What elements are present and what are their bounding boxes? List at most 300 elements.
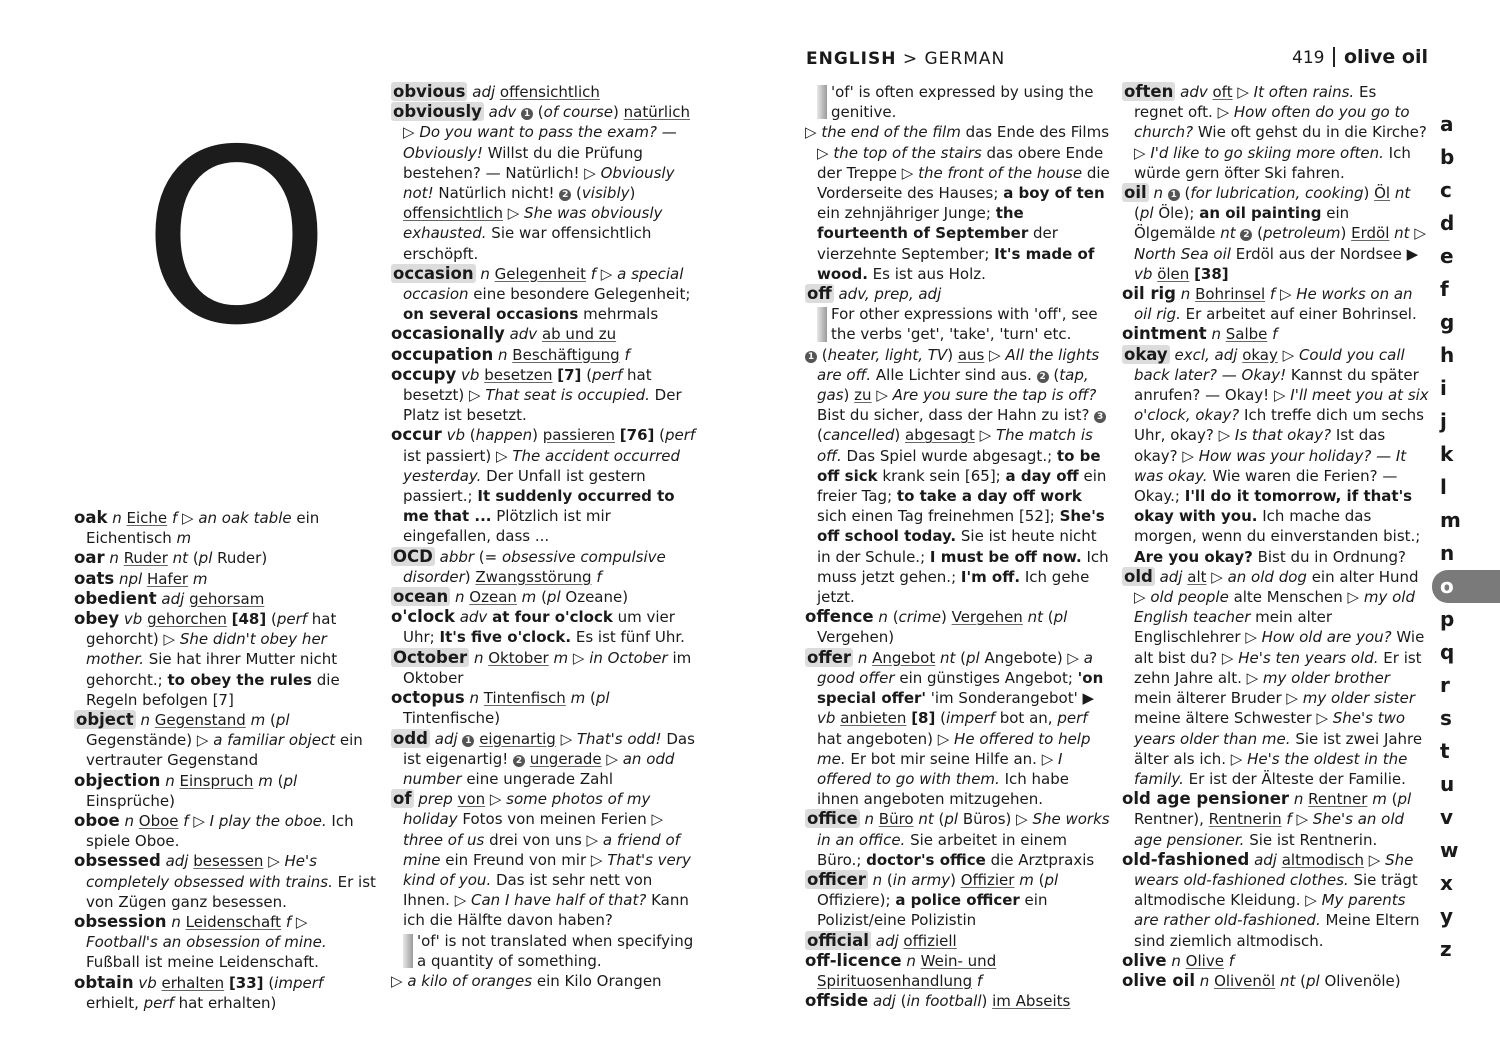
- letter-tab-t[interactable]: t: [1440, 739, 1450, 763]
- text: Sie trägt altmodische Kleidung. ▷: [1134, 870, 1418, 910]
- translation: Zwangsstörung: [475, 567, 592, 586]
- headword: offside: [805, 991, 869, 1011]
- text: Sie hat ihrer Mutter nicht gehorcht.;: [86, 650, 338, 689]
- text: (: [887, 608, 899, 627]
- part-of-speech: n: [140, 711, 150, 730]
- entry-continuation: [805, 122, 1110, 284]
- part-of-speech: crime: [898, 608, 941, 627]
- example: She works in an office.: [817, 810, 1110, 849]
- example: That's very kind of you.: [403, 850, 691, 889]
- dictionary-entry: [391, 729, 701, 790]
- part-of-speech: vb: [817, 709, 836, 728]
- text: ▷: [601, 749, 623, 768]
- text: ▷: [1275, 285, 1297, 304]
- part-of-speech: vb: [1134, 264, 1153, 283]
- part-of-speech: obsessive compulsive disorder: [403, 547, 666, 586]
- part-of-speech: pl: [1053, 608, 1068, 627]
- part-of-speech: tap, gas: [817, 365, 1089, 405]
- text: ▷: [555, 729, 577, 748]
- dictionary-entry: [391, 648, 701, 688]
- text: ): [981, 992, 993, 1011]
- phrase: an oil painting: [1199, 204, 1322, 223]
- example: a good offer: [817, 648, 1093, 687]
- dictionary-entry: [391, 587, 701, 607]
- letter-tab-a[interactable]: a: [1440, 112, 1454, 136]
- part-of-speech: m: [250, 711, 266, 730]
- translation: altmodisch: [1281, 850, 1365, 869]
- phrase: at four o'clock: [492, 608, 613, 627]
- headword: obvious: [393, 82, 466, 101]
- translation: Gelegenheit: [494, 264, 586, 283]
- text: Kannst du später anrufen? — Okay! ▷: [1134, 365, 1419, 405]
- text: Sie ist Rentnerin.: [1244, 830, 1378, 849]
- dictionary-entry: [805, 284, 1110, 304]
- text: Er ist zehn Jahre alt. ▷: [1134, 648, 1422, 687]
- phrase: I must be off now.: [929, 547, 1082, 566]
- example: Are you sure the tap is off?: [892, 386, 1097, 405]
- letter-tab-j[interactable]: j: [1440, 409, 1447, 433]
- letter-tab-y[interactable]: y: [1440, 904, 1454, 928]
- text: Er ist der Älteste der Familie.: [1183, 769, 1406, 788]
- dictionary-entry: [805, 870, 1110, 931]
- text: ▷: [403, 123, 420, 142]
- part-of-speech: pl: [198, 549, 213, 568]
- part-of-speech: nt: [1220, 224, 1236, 243]
- headword: obey: [74, 609, 120, 629]
- letter-tab-w[interactable]: w: [1440, 838, 1459, 862]
- part-of-speech: of course: [543, 103, 614, 122]
- headword: oil rig: [1122, 284, 1176, 304]
- letter-tab-f[interactable]: f: [1440, 277, 1449, 301]
- translation: oft: [1212, 83, 1233, 101]
- letter-tab-m[interactable]: m: [1440, 508, 1461, 532]
- part-of-speech: adj: [472, 83, 496, 101]
- letter-tab-v[interactable]: v: [1440, 805, 1454, 829]
- letter-tab-p[interactable]: p: [1440, 607, 1455, 631]
- part-of-speech: adj: [875, 931, 899, 950]
- text: Ozeane): [560, 588, 629, 607]
- headword: obtain: [74, 972, 134, 992]
- translation: Oboe: [138, 812, 179, 831]
- text: Plötzlich ist mir eingefallen, dass ...: [403, 507, 611, 546]
- part-of-speech: perf: [665, 426, 696, 445]
- sense-number: 1: [521, 108, 533, 120]
- letter-tab-u[interactable]: u: [1440, 772, 1455, 796]
- example: The accident occurred yesterday.: [403, 446, 681, 485]
- text: Er ist von Zügen ganz besessen.: [86, 872, 376, 911]
- dictionary-entry: [391, 789, 701, 930]
- entry-continuation: [391, 971, 701, 991]
- headword: offer: [807, 647, 852, 667]
- text: Wie oft gehst du in die Kirche? ▷: [1134, 123, 1427, 162]
- part-of-speech: nt: [1279, 971, 1296, 990]
- text: For other expressions with 'off', see the verbs 'get', 'take', 'turn' etc.: [831, 305, 1098, 344]
- translation: Olivenöl: [1214, 971, 1276, 990]
- headword: o'clock: [391, 607, 455, 627]
- translation: aus: [957, 345, 985, 364]
- section-letter: O: [142, 98, 331, 378]
- translation: Einspruch: [179, 771, 254, 790]
- example: All the lights are off.: [817, 345, 1100, 384]
- dictionary-entry: [391, 82, 701, 102]
- letter-tab-l[interactable]: l: [1440, 475, 1447, 499]
- usage-note: [817, 304, 1110, 344]
- text: ▷: [188, 812, 210, 831]
- part-of-speech: n: [454, 588, 465, 607]
- dictionary-entry: [805, 607, 1110, 647]
- dictionary-entry: [805, 951, 1110, 991]
- phrase: doctor's office: [866, 850, 986, 869]
- part-of-speech: pl: [546, 588, 561, 607]
- translation: im Abseits: [992, 992, 1071, 1011]
- phrase: [8]: [911, 709, 936, 728]
- text: ▷: [1364, 850, 1386, 869]
- part-of-speech: f: [624, 345, 630, 364]
- dictionary-entry: [74, 609, 379, 710]
- headword: of: [393, 789, 412, 809]
- letter-tab-z[interactable]: z: [1440, 937, 1452, 961]
- text: Ich habe ihnen angeboten mitzugehen.: [817, 769, 1069, 809]
- example: That's odd!: [576, 729, 662, 748]
- letter-tab-q[interactable]: q: [1440, 640, 1455, 664]
- headword: officer: [807, 869, 866, 889]
- part-of-speech: m: [192, 569, 208, 588]
- text: (: [654, 426, 666, 445]
- text: (: [882, 870, 893, 889]
- letter-tab-x[interactable]: x: [1440, 871, 1453, 895]
- text: der vierzehnte September;: [817, 224, 1058, 263]
- part-of-speech: pl: [283, 771, 298, 790]
- text: (: [817, 345, 828, 364]
- translation: ungerade: [529, 749, 602, 768]
- phrase: to be off sick: [817, 446, 1101, 485]
- phrase: on several occasions: [403, 305, 579, 324]
- part-of-speech: f: [596, 567, 602, 586]
- part-of-speech: for lubrication, cooking: [1190, 184, 1364, 203]
- part-of-speech: n: [906, 951, 916, 970]
- letter-tab-r[interactable]: r: [1440, 673, 1450, 697]
- headword: old age pensioner: [1122, 789, 1290, 809]
- text: ): [843, 386, 855, 405]
- text: ▷: [1409, 224, 1426, 243]
- example: I play the oboe.: [209, 812, 327, 831]
- text: Sie arbeitet in einem Büro.;: [817, 830, 1068, 869]
- headword: ocean: [393, 587, 449, 607]
- dictionary-entry: [1122, 183, 1430, 284]
- part-of-speech: n: [878, 608, 888, 627]
- headword: occupy: [391, 364, 457, 384]
- example: My parents are rather old-fashioned.: [1134, 891, 1406, 930]
- part-of-speech: f: [1269, 285, 1276, 304]
- part-of-speech: f: [1286, 810, 1292, 829]
- text: ▷: [485, 790, 507, 809]
- part-of-speech: pl: [1044, 870, 1059, 889]
- example: How often do you go to church?: [1134, 103, 1410, 142]
- sense-number: 3: [1094, 411, 1106, 423]
- letter-tab-i[interactable]: i: [1440, 376, 1447, 400]
- letter-tab-b[interactable]: b: [1440, 145, 1455, 169]
- text: ein Eichentisch: [86, 509, 320, 548]
- sense-number: 1: [805, 351, 817, 363]
- part-of-speech: nt: [918, 810, 934, 829]
- translation: Rentner: [1308, 790, 1368, 809]
- text: bot an,: [994, 709, 1058, 728]
- headword: obedient: [74, 588, 157, 608]
- example: She didn't obey her mother.: [86, 630, 327, 669]
- example: I'll meet you at six o'clock, okay?: [1134, 386, 1429, 425]
- headword: obsession: [74, 912, 167, 932]
- part-of-speech: npl: [118, 569, 143, 588]
- part-of-speech: n: [165, 771, 175, 790]
- headword: off: [807, 284, 832, 304]
- dictionary-entry: [391, 547, 701, 587]
- text: ): [1363, 184, 1375, 203]
- part-of-speech: petroleum: [1263, 224, 1341, 243]
- phrase: It's five o'clock.: [439, 628, 572, 647]
- text: eine besondere Gelegenheit;: [468, 285, 691, 304]
- text: Sie war offensichtlich erschöpft.: [403, 224, 652, 263]
- usage-note: [817, 82, 1110, 122]
- text: eine ungerade Zahl: [461, 769, 613, 788]
- text: das obere Ende der Treppe ▷: [817, 143, 1104, 182]
- phrase: 'on special offer': [817, 668, 1104, 708]
- text: alte Menschen ▷: [1228, 588, 1364, 607]
- dictionary-entry: [805, 809, 1110, 870]
- part-of-speech: f: [183, 812, 189, 831]
- letter-tab-h[interactable]: h: [1440, 343, 1455, 367]
- example: Could you call back later? — Okay!: [1134, 345, 1405, 384]
- example: the end of the film: [821, 123, 961, 142]
- example: He's ten years old.: [1238, 648, 1379, 667]
- example: It often rains.: [1253, 83, 1355, 101]
- usage-note: [403, 931, 701, 971]
- entry-continuation: [805, 345, 1110, 608]
- text: Der Platz ist besetzt.: [403, 386, 682, 425]
- text: ein vertrauter Gegenstand: [86, 731, 363, 770]
- text: Ich gehe jetzt.: [817, 567, 1090, 607]
- text: Willst du die Prüfung bestehen? — Natürlich! ▷: [403, 143, 643, 182]
- text: im Oktober: [403, 648, 692, 687]
- translation: Olive: [1185, 951, 1224, 970]
- dictionary-entry: [391, 425, 701, 546]
- headword: old: [1124, 566, 1153, 586]
- translation: Eiche: [126, 509, 168, 527]
- dictionary-entry: [74, 508, 379, 548]
- text: ▷: [596, 264, 618, 283]
- example: She's two years older than me.: [1134, 709, 1406, 748]
- direction-arrow: >: [902, 49, 919, 69]
- text: (: [536, 588, 547, 607]
- text: ): [532, 426, 543, 445]
- letter-tab-k[interactable]: k: [1440, 442, 1454, 466]
- translation: Vergehen: [951, 608, 1023, 627]
- part-of-speech: pl: [1305, 971, 1320, 990]
- text: Der Unfall ist gestern passiert.;: [403, 466, 646, 506]
- dictionary-entry: [1122, 951, 1430, 971]
- translation: von: [457, 790, 486, 809]
- text: (: [1179, 184, 1191, 203]
- text: Büros) ▷: [958, 810, 1033, 829]
- part-of-speech: happen: [475, 426, 533, 445]
- text: (: [1386, 790, 1398, 809]
- example: the top of the stairs: [833, 143, 982, 162]
- text: Meine Eltern sind ziemlich altmodisch.: [1134, 911, 1420, 950]
- part-of-speech: f: [171, 509, 178, 527]
- text: (: [817, 426, 823, 445]
- dictionary-entry: [74, 589, 379, 609]
- translation: alt: [1187, 567, 1207, 586]
- text: Ich muss jetzt gehen.;: [817, 547, 1109, 586]
- text: hat gehorcht) ▷: [86, 610, 337, 649]
- part-of-speech: n: [124, 812, 134, 831]
- text: (: [933, 810, 945, 829]
- text: ▷: [568, 648, 590, 667]
- text: Es ist aus Holz.: [867, 264, 986, 283]
- entries-column-4: [1122, 82, 1430, 991]
- text: Wie waren die Ferien? — Okay.;: [1134, 466, 1398, 506]
- part-of-speech: m: [258, 771, 273, 790]
- text: ein alter Hund ▷: [1134, 567, 1419, 607]
- part-of-speech: m: [1372, 790, 1387, 809]
- text: (: [1043, 608, 1054, 627]
- text: (: [266, 610, 277, 629]
- dictionary-entry: [1122, 789, 1430, 850]
- text: (: [1252, 224, 1264, 243]
- translation: Tintenfisch: [483, 689, 566, 708]
- part-of-speech: perf: [276, 610, 308, 629]
- text: um vier Uhr;: [403, 608, 675, 647]
- part-of-speech: m: [521, 588, 537, 607]
- example: Obviously not!: [403, 163, 675, 203]
- translation: natürlich: [623, 103, 690, 122]
- phrase: It suddenly occurred to me that ...: [403, 487, 675, 526]
- headword: occasionally: [391, 324, 505, 344]
- phrase: [38]: [1194, 264, 1229, 283]
- text: Es regnet oft. ▷: [1134, 83, 1377, 122]
- translation: Gegenstand: [154, 711, 246, 730]
- text: 'im Sonderangebot' ▶: [925, 689, 1095, 708]
- header-divider: [1333, 47, 1335, 67]
- entries-column-1: [74, 508, 379, 1013]
- translation: Angebot: [872, 648, 936, 667]
- example: Football's an obsession of mine.: [86, 933, 327, 952]
- text: (: [533, 103, 544, 122]
- headword: olive: [1122, 950, 1167, 970]
- text: (: [1295, 971, 1306, 990]
- letter-tab-g[interactable]: g: [1440, 310, 1455, 334]
- dictionary-entry: [805, 648, 1110, 810]
- example: my older sister: [1302, 689, 1416, 708]
- headword: official: [807, 930, 869, 950]
- part-of-speech: adv: [488, 103, 517, 122]
- part-of-speech: in football: [906, 992, 982, 1011]
- translation: ölen: [1157, 264, 1190, 283]
- letter-tab-o[interactable]: o: [1432, 570, 1500, 603]
- phrase: the fourteenth of September: [817, 204, 1029, 243]
- phrase: I'll do it tomorrow, if that's okay with you.: [1134, 487, 1413, 526]
- translation: anbieten: [840, 709, 907, 728]
- dictionary-entry: [391, 345, 701, 365]
- text: ▷: [391, 971, 408, 990]
- example: How old are you?: [1261, 628, 1392, 647]
- dictionary-entry: [805, 991, 1110, 1011]
- part-of-speech: nt: [1394, 224, 1410, 243]
- translation: Ruder: [123, 549, 168, 568]
- part-of-speech: perf: [143, 993, 174, 1012]
- headword: obsessed: [74, 851, 161, 871]
- text: die Regeln befolgen [7]: [86, 670, 340, 709]
- part-of-speech: adj: [161, 589, 185, 608]
- part-of-speech: imperf: [274, 973, 324, 992]
- text: Fotos von meinen Ferien ▷: [457, 810, 664, 829]
- example: Do you want to pass the exam? — Obviously!: [403, 123, 677, 162]
- text: Er arbeitet auf einer Bohrinsel.: [1180, 305, 1417, 324]
- text: krank sein [65];: [877, 466, 1006, 485]
- text: ▷: [974, 426, 996, 445]
- text: Angebote) ▷: [979, 648, 1084, 667]
- letter-tab-e[interactable]: e: [1440, 244, 1454, 268]
- text: ein Ölgemälde: [1134, 204, 1350, 243]
- text: Ich würde gern öfter Ski fahren.: [1134, 143, 1411, 182]
- part-of-speech: m: [570, 689, 586, 708]
- letter-tab-c[interactable]: c: [1440, 178, 1452, 202]
- text: (: [263, 973, 275, 992]
- example: He's the oldest in the family.: [1134, 749, 1408, 788]
- part-of-speech: adv, prep, adj: [838, 285, 942, 304]
- dictionary-entry: [391, 264, 701, 325]
- part-of-speech: vb: [446, 426, 465, 445]
- letter-tab-d[interactable]: d: [1440, 211, 1455, 235]
- letter-tab-s[interactable]: s: [1440, 706, 1452, 730]
- text: sich einen Tag freinehmen [52];: [817, 507, 1060, 526]
- text: (: [935, 709, 946, 728]
- text: mehrmals: [578, 305, 659, 324]
- sense-number: 2: [1037, 371, 1049, 383]
- part-of-speech: nt: [940, 648, 956, 667]
- part-of-speech: pl: [595, 689, 610, 708]
- part-of-speech: n: [480, 264, 490, 283]
- example: an old dog: [1227, 567, 1307, 586]
- headword: old-fashioned: [1122, 849, 1250, 869]
- dictionary-direction: [806, 49, 1005, 69]
- example: North Sea oil: [1134, 244, 1231, 263]
- example: Is that okay?: [1234, 426, 1332, 445]
- text: erhielt,: [86, 993, 144, 1012]
- translation: gehorchen: [147, 610, 227, 629]
- text: ▷: [1277, 345, 1299, 364]
- text: (=: [474, 547, 502, 566]
- part-of-speech: n: [1153, 184, 1163, 203]
- letter-tab-n[interactable]: n: [1440, 541, 1455, 565]
- phrase: a police officer: [895, 891, 1020, 910]
- text: meine ältere Schwester ▷: [1134, 709, 1333, 728]
- text: Er bot mir seine Hilfe an. ▷: [845, 749, 1058, 768]
- text: Ist das okay? ▷: [1134, 426, 1386, 465]
- dictionary-entry: [391, 365, 701, 426]
- phrase: She's off school today.: [817, 507, 1105, 546]
- phrase: I'm off.: [960, 567, 1021, 586]
- headword: obviously: [393, 102, 482, 122]
- text: (: [581, 365, 593, 384]
- dictionary-entry: [1122, 567, 1430, 789]
- text: das Ende des Films ▷: [817, 123, 1110, 162]
- headword: okay: [1124, 344, 1168, 364]
- part-of-speech: heater, light, TV: [827, 345, 948, 364]
- headword: oak: [74, 508, 108, 527]
- text: Sie ist zwei Jahre älter als ich. ▷: [1134, 729, 1423, 768]
- text: Öle);: [1153, 204, 1200, 223]
- text: ist passiert) ▷: [403, 446, 513, 465]
